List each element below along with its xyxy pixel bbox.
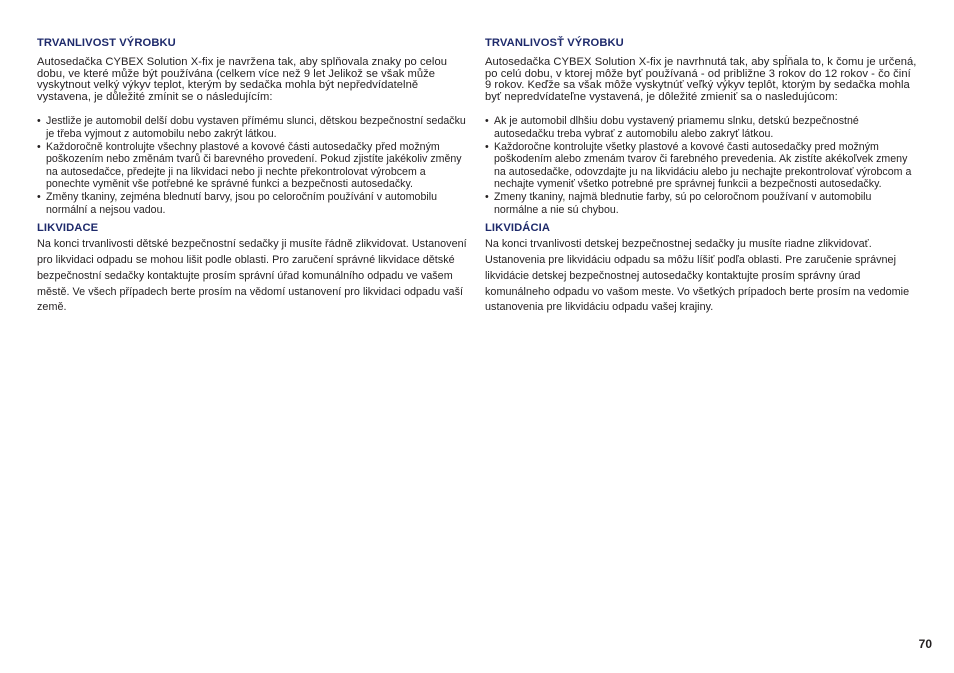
disposal-text: Na konci trvanlivosti detskej bezpečnostnej sedačky ju musíte riadne zlikvidovať. Ustanovenia pre likvidáciu odpadu sa môžu líšiť podľa oblasti. Pre zaručenie správnej likvidácie detskej bezpečnostnej autosedačky kontaktujte prosím správny úrad komunálneho odpadu vo vašom meste. Vo všetkých prípadoch berte prosím na vedomie ustanovenia pre likvidáciu odpadu vašej krajiny. (485, 238, 910, 314)
list-item: • Zmeny tkaniny, najmä blednutie farby, sú po celoročnom používaní v automobilu normálne a nie sú chybou. (485, 191, 917, 216)
disposal-text: Na konci trvanlivosti dětské bezpečnostní sedačky ji musíte řádně zlikvidovat. Ustanovení pro likvidaci odpadu se mohou lišit podle oblasti. Pro zaručení správné likvidace dětské bezpečnostní sedačky kontaktujte prosím správní úřad komunálního odpadu ve vašem městě. Ve všech případech berte prosím na vědomí ustanovení pro likvidaci odpadu vaší země. (37, 238, 467, 314)
disposal-heading: LIKVIDÁCIA (485, 222, 551, 235)
product-lifespan-heading: TRVANLIVOST VÝROBKU (37, 37, 176, 49)
right-column-slovak (485, 36, 917, 316)
product-lifespan-intro: Autosedačka CYBEX Solution X-fix je navržena tak, aby splňovala znaky po celou dobu, ve které může být používána (celkem více než 9 let Jelikož se však může vyskytnout velký výkyv teplot, kterým by sedačka mohla být nepředvídatelně vystavena, je důležité zmínit se o následujícím: (37, 56, 447, 103)
product-lifespan-heading: TRVANLIVOSŤ VÝROBKU (485, 37, 624, 49)
left-column-czech (37, 36, 469, 316)
list-item: • Změny tkaniny, zejména blednutí barvy, jsou po celoročním používání v automobilu normální a nejsou vadou. (37, 191, 469, 216)
page-number: 70 (918, 637, 932, 651)
care-bullet-list (37, 115, 469, 216)
product-lifespan-intro: Autosedačka CYBEX Solution X-fix je navrhnutá tak, aby spĺňala to, k čomu je určená, po celú dobu, v ktorej môže byť používaná - od približne 3 rokov do 12 rokov - čo činí 9 rokov. Keďže sa však môže vyskytnúť veľký výkyv teplôt, ktorým by sedačka mohla byť nepredvídateľne vystavená, je dôležité zmieniť sa o nasledujúcom: (485, 56, 917, 103)
disposal-heading: LIKVIDACE (37, 222, 99, 235)
list-item: • Ak je automobil dlhšiu dobu vystavený priamemu slnku, detskú bezpečnostné autosedačku treba vybrať z automobilu alebo zakryť látkou. (485, 115, 917, 140)
list-item: • Každoročne kontrolujte všetky plastové a kovové časti autosedačky pred možným poškodením alebo zmenám tvarov či farebného prevedenia. Ak zistíte akékoľvek zmeny na autosedačke, odovzdajte ju na likvidáciu alebo ju nechajte prekontrolovať výrobcom a nechajte vymeniť všetko potrebné pre správnej funkcii a bezpečnosti autosedačky. (485, 141, 917, 191)
care-bullet-list (485, 115, 917, 216)
list-item: • Jestliže je automobil delší dobu vystaven přímému slunci, dětskou bezpečnostní sedačku je třeba vyjmout z automobilu nebo zakrýt látkou. (37, 115, 469, 140)
list-item: • Každoročně kontrolujte všechny plastové a kovové části autosedačky před možným poškozením nebo změnám tvarů či barevného provedení. Pokud zjistíte jakékoliv změny na autosedačce, předejte ji na likvidaci nebo ji nechte překontrolovat výrobcem a ponechte vyměnit vše potřebné ke správné funkci a bezpečnosti autosedačky. (37, 141, 469, 191)
